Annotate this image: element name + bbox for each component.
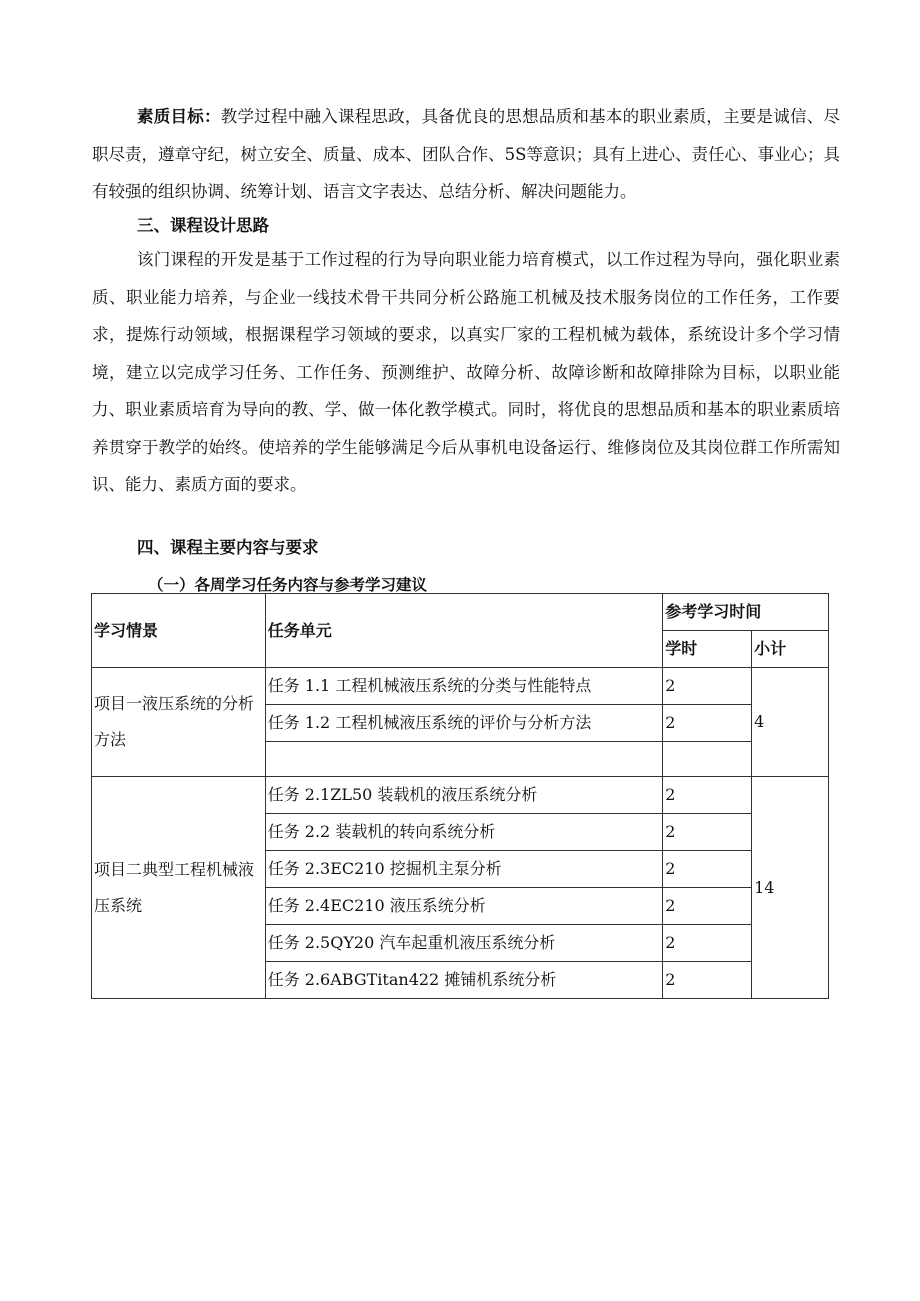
section4-subheading: （一）各周学习任务内容与参考学习建议: [148, 576, 428, 594]
header-hours: 学时: [663, 631, 752, 668]
table-row: [92, 777, 829, 814]
task-name: 任务 2.6ABGTitan422 摊铺机系统分析: [265, 962, 663, 999]
task-name: 任务 2.5QY20 汽车起重机液压系统分析: [265, 925, 663, 962]
task-hours: 2: [663, 705, 752, 742]
empty-cell: [265, 742, 663, 777]
quality-goal-text: 教学过程中融入课程思政，具备优良的思想品质和基本的职业素质，主要是诚信、尽职尽责，遵章守纪，树立安全、质量、成本、团队合作、5S等意识；具有上进心、责任心、事业心；具有较强的组织协调、统筹计划、语言文字表达、总结分析、解决问题能力。: [92, 107, 841, 201]
header-situation: 学习情景: [92, 594, 266, 668]
task-name: 任务 2.1ZL50 装载机的液压系统分析: [265, 777, 663, 814]
task-hours: 2: [663, 814, 752, 851]
project1-name: 项目一液压系统的分析方法: [92, 668, 266, 777]
task-hours: 2: [663, 888, 752, 925]
task-hours: 2: [663, 777, 752, 814]
quality-goal-label: 素质目标：: [137, 107, 221, 126]
task-hours: 2: [663, 668, 752, 705]
section3-heading: 三、课程设计思路: [137, 216, 269, 235]
table-header-row: [92, 594, 829, 631]
course-task-table: [91, 593, 829, 999]
task-name: 任务 1.2 工程机械液压系统的评价与分析方法: [265, 705, 663, 742]
quality-goal-paragraph: [92, 98, 840, 211]
task-hours: 2: [663, 925, 752, 962]
task-hours: 2: [663, 851, 752, 888]
project2-name: 项目二典型工程机械液压系统: [92, 777, 266, 999]
project2-subtotal: 14: [752, 777, 829, 999]
header-subtotal: 小计: [752, 631, 829, 668]
empty-cell: [663, 742, 752, 777]
task-name: 任务 2.4EC210 液压系统分析: [265, 888, 663, 925]
section3-body: 该门课程的开发是基于工作过程的行为导向职业能力培育模式，以工作过程为导向，强化职业素质、职业能力培养，与企业一线技术骨干共同分析公路施工机械及技术服务岗位的工作任务，工作要求，提炼行动领域，根据课程学习领域的要求，以真实厂家的工程机械为载体，系统设计多个学习情境，建立以完成学习任务、工作任务、预测维护、故障分析、故障诊断和故障排除为目标，以职业能力、职业素质培育为导向的教、学、做一体化教学模式。同时，将优良的思想品质和基本的职业素质培养贯穿于教学的始终。使培养的学生能够满足今后从事机电设备运行、维修岗位及其岗位群工作所需知识、能力、素质方面的要求。: [92, 250, 840, 494]
section4-heading: 四、课程主要内容与要求: [137, 538, 319, 557]
task-name: 任务 2.3EC210 挖掘机主泵分析: [265, 851, 663, 888]
table-row: [92, 668, 829, 705]
header-task: 任务单元: [265, 594, 663, 668]
task-hours: 2: [663, 962, 752, 999]
project1-subtotal: 4: [752, 668, 829, 777]
task-name: 任务 1.1 工程机械液压系统的分类与性能特点: [265, 668, 663, 705]
task-name: 任务 2.2 装载机的转向系统分析: [265, 814, 663, 851]
header-time: 参考学习时间: [663, 594, 829, 631]
